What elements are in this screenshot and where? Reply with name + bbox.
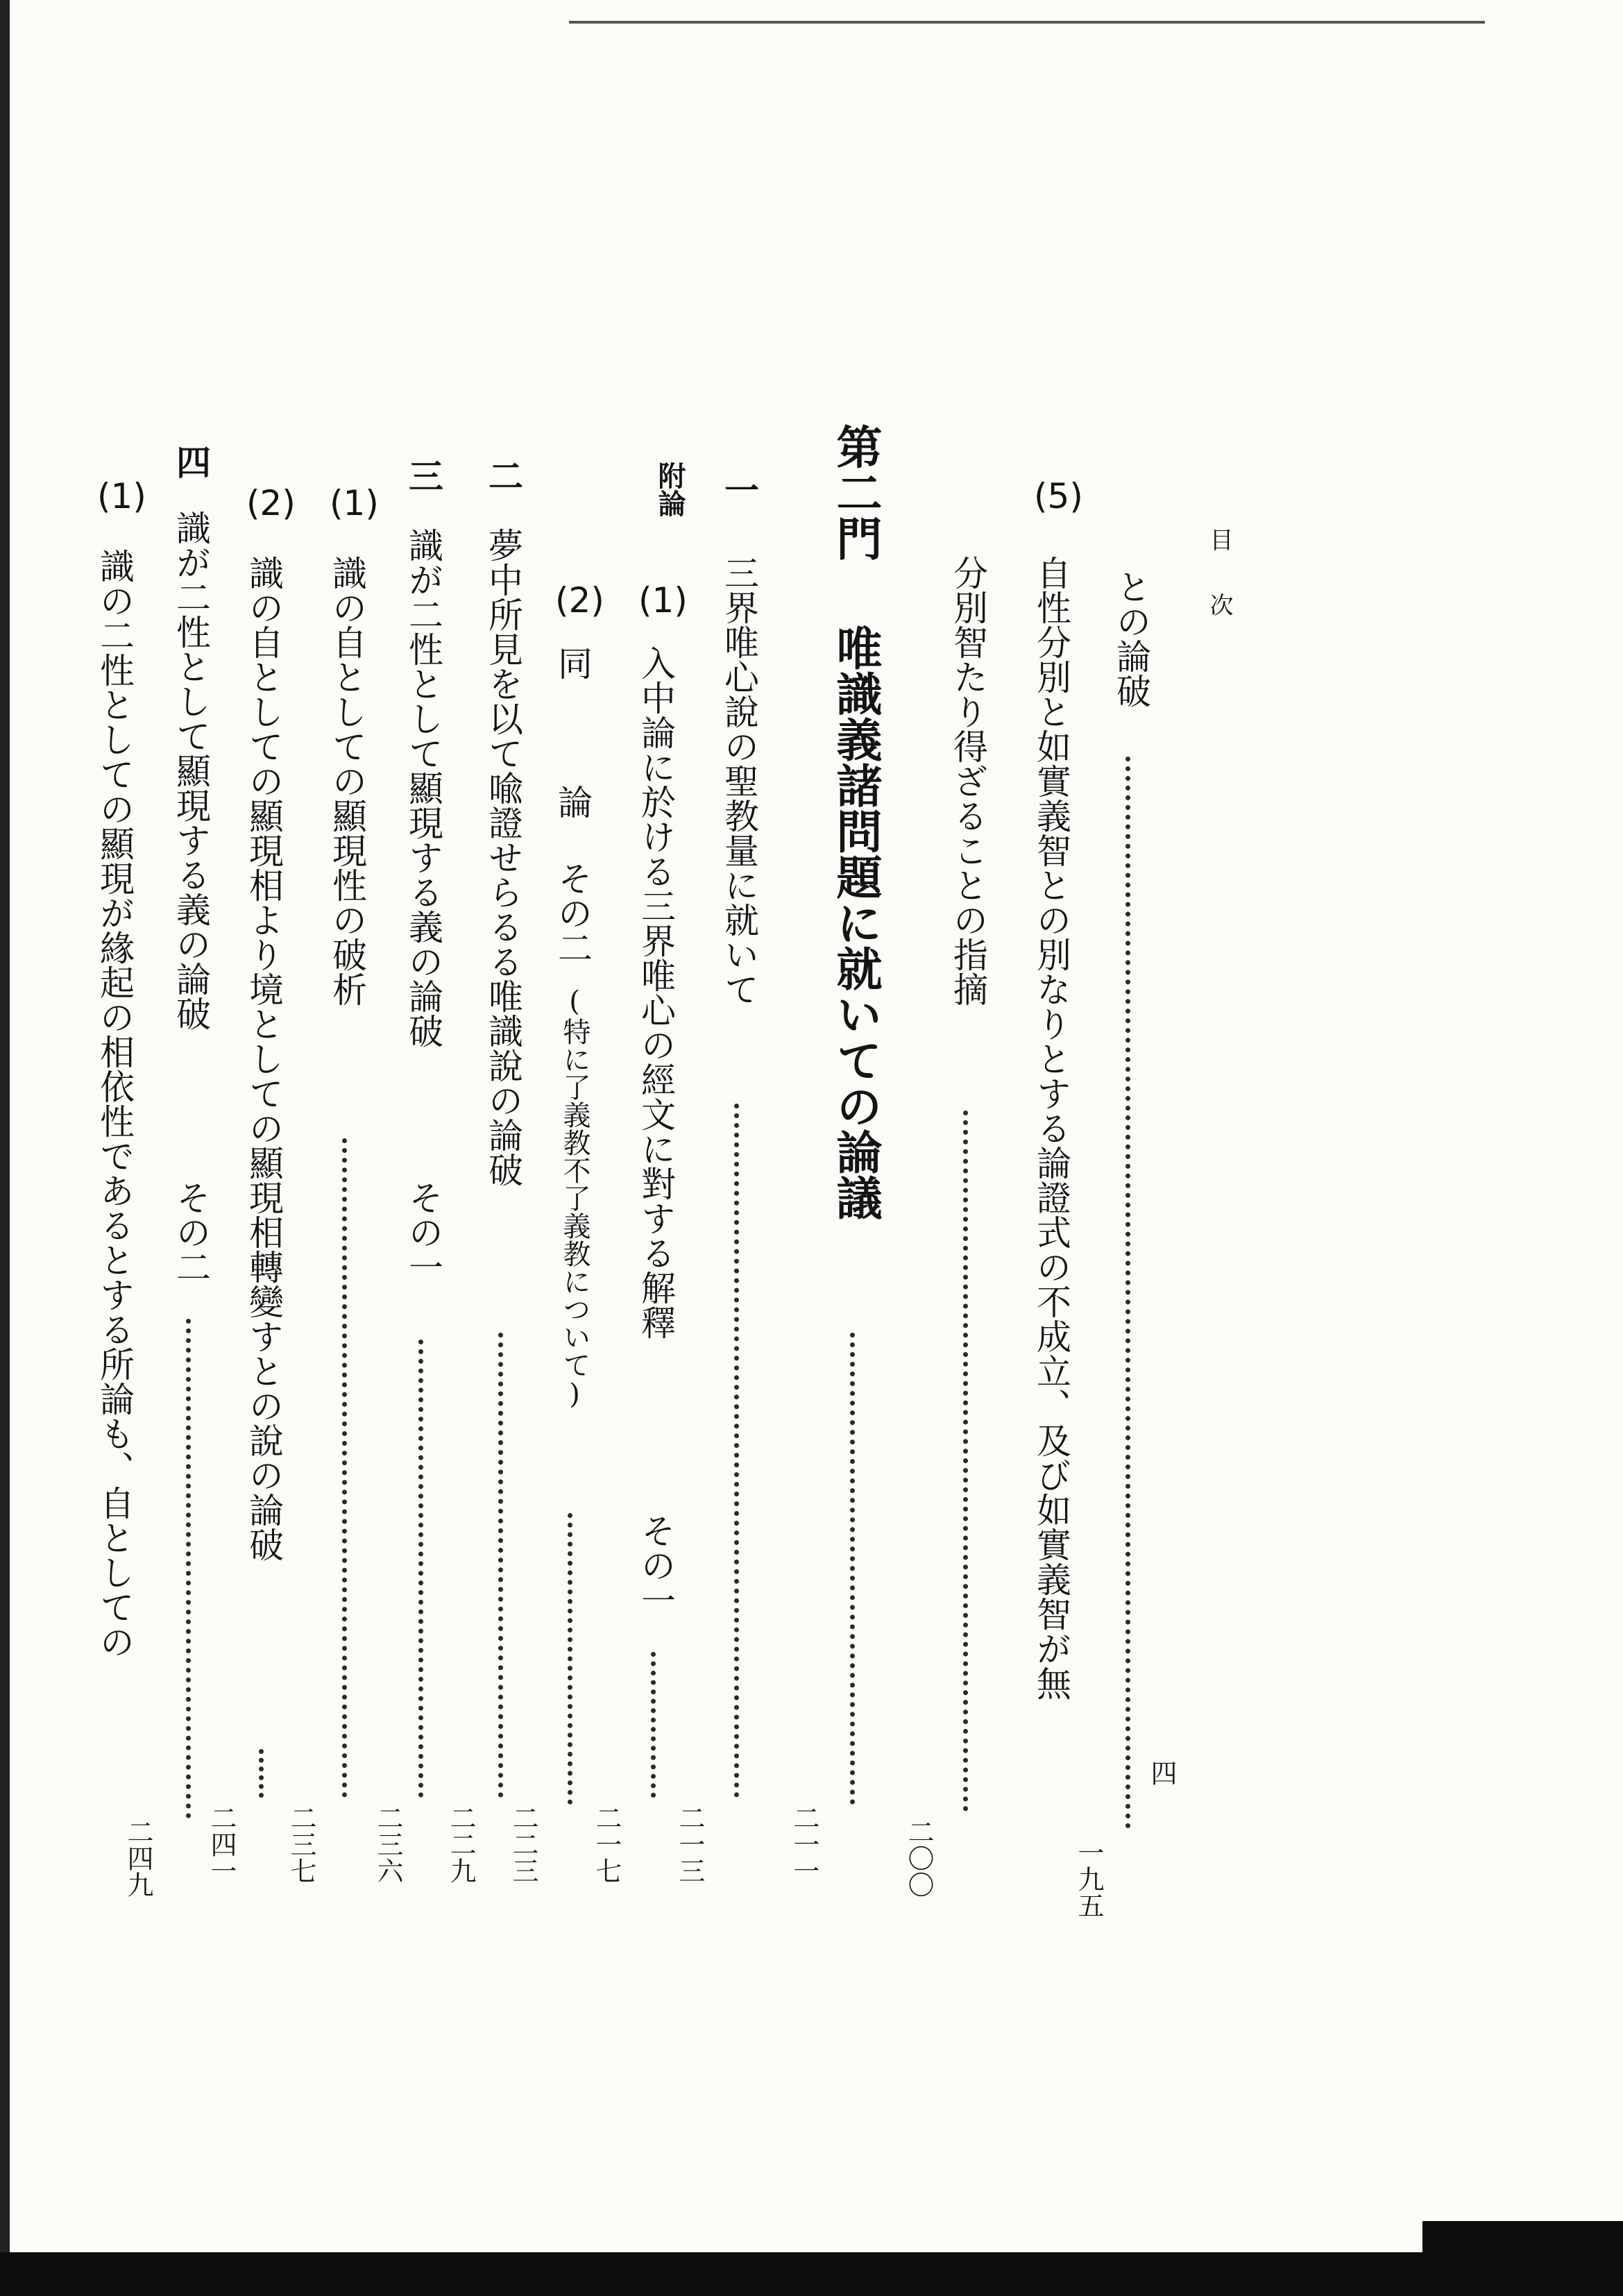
leader-dots — [418, 1340, 423, 1798]
toc-entry-label: 一 — [719, 472, 760, 507]
running-header-title: 目次 — [1205, 527, 1233, 658]
toc-entry-label: 二 — [483, 458, 524, 493]
toc-entry-sub2: その二 — [552, 861, 593, 965]
leader-dots — [498, 1333, 503, 1798]
leader-dots — [568, 1513, 572, 1805]
leader-dots — [734, 1104, 739, 1798]
scan-edge-top — [569, 21, 1485, 24]
toc-page-number: 二三六 — [373, 1805, 403, 1884]
toc-entry-text: 識の自としての顯現性の破析 — [327, 555, 367, 1006]
leader-dots — [1125, 757, 1130, 1829]
toc-page-number: 二一三 — [674, 1805, 705, 1884]
toc-entry-text: 識が二性として顯現する義の論破 — [171, 510, 211, 1031]
toc-entry-label: (1) — [638, 580, 688, 621]
toc-entry-sub: その一 — [636, 1513, 676, 1617]
toc-entry-text: 夢中所見を以て喩證せらるる唯識說の論破 — [483, 527, 523, 1187]
toc-page-number: 二三七 — [286, 1805, 316, 1884]
toc-page-number: 二二三 — [508, 1805, 538, 1884]
toc-entry-text: 識の自としての顯現相より境としての顯現相轉變すとの說の論破 — [244, 555, 284, 1562]
toc-entry-text: 三界唯心說の聖教量に就いて — [719, 555, 759, 1006]
toc-page-number: 一九五 — [1073, 1839, 1104, 1918]
toc-page-number: 二一七 — [591, 1805, 622, 1884]
toc-entry-label: (2) — [555, 580, 604, 621]
toc-page-number: 二〇〇 — [903, 1818, 934, 1898]
toc-entry-text: 識の二性としての顯現が緣起の相依性であるとする所論も、自としての — [94, 548, 135, 1659]
toc-entry-sub: その二 — [171, 1180, 211, 1284]
section-heading-label: 第二門 — [829, 423, 883, 561]
scan-edge-left — [0, 0, 10, 2296]
toc-entry-label: 三 — [403, 458, 444, 493]
toc-entry-label: (1) — [97, 476, 146, 516]
toc-entry-label: (1) — [330, 483, 379, 523]
leader-dots — [850, 1333, 855, 1805]
appendix-label: 附論 — [654, 462, 686, 517]
toc-entry-text: との論破 — [1111, 569, 1151, 708]
toc-entry-text: 自性分別と如實義智との別なりとする論證式の不成立、及び如實義智が無 — [1031, 555, 1071, 1700]
toc-entry-label: 四 — [171, 444, 212, 479]
toc-entry-label: (2) — [246, 483, 296, 523]
scan-edge-bottom-right — [1422, 2221, 1623, 2263]
running-header-page: 四 — [1146, 1759, 1177, 1786]
toc-entry-sub: その一 — [403, 1180, 443, 1284]
toc-page-number: 二四九 — [123, 1818, 153, 1898]
leader-dots — [963, 1111, 968, 1812]
leader-dots — [651, 1652, 656, 1798]
toc-entry-text: 入中論に於ける三界唯心の經文に對する解釋 — [636, 645, 676, 1340]
section-heading-text: 唯識義諸問題に就いての論議 — [829, 625, 883, 1220]
leader-dots — [259, 1749, 264, 1798]
leader-dots — [186, 1319, 191, 1818]
toc-entry-text: 同 — [552, 645, 593, 680]
toc-entry-sub: 論 — [552, 784, 593, 819]
toc-entry-text: 識が二性として顯現する義の論破 — [403, 527, 443, 1048]
leader-dots — [342, 1138, 347, 1798]
toc-page-number: 二一一 — [789, 1805, 819, 1884]
scan-edge-bottom — [0, 2252, 1623, 2296]
toc-entry-note: (特に了義教不了義教について) — [559, 986, 590, 1410]
toc-page-number: 二二九 — [445, 1805, 476, 1884]
toc-page-number: 二四一 — [206, 1805, 237, 1884]
toc-entry-text: 分別智たり得ざることの指摘 — [948, 555, 988, 1006]
toc-entry-label: (5) — [1034, 476, 1083, 516]
